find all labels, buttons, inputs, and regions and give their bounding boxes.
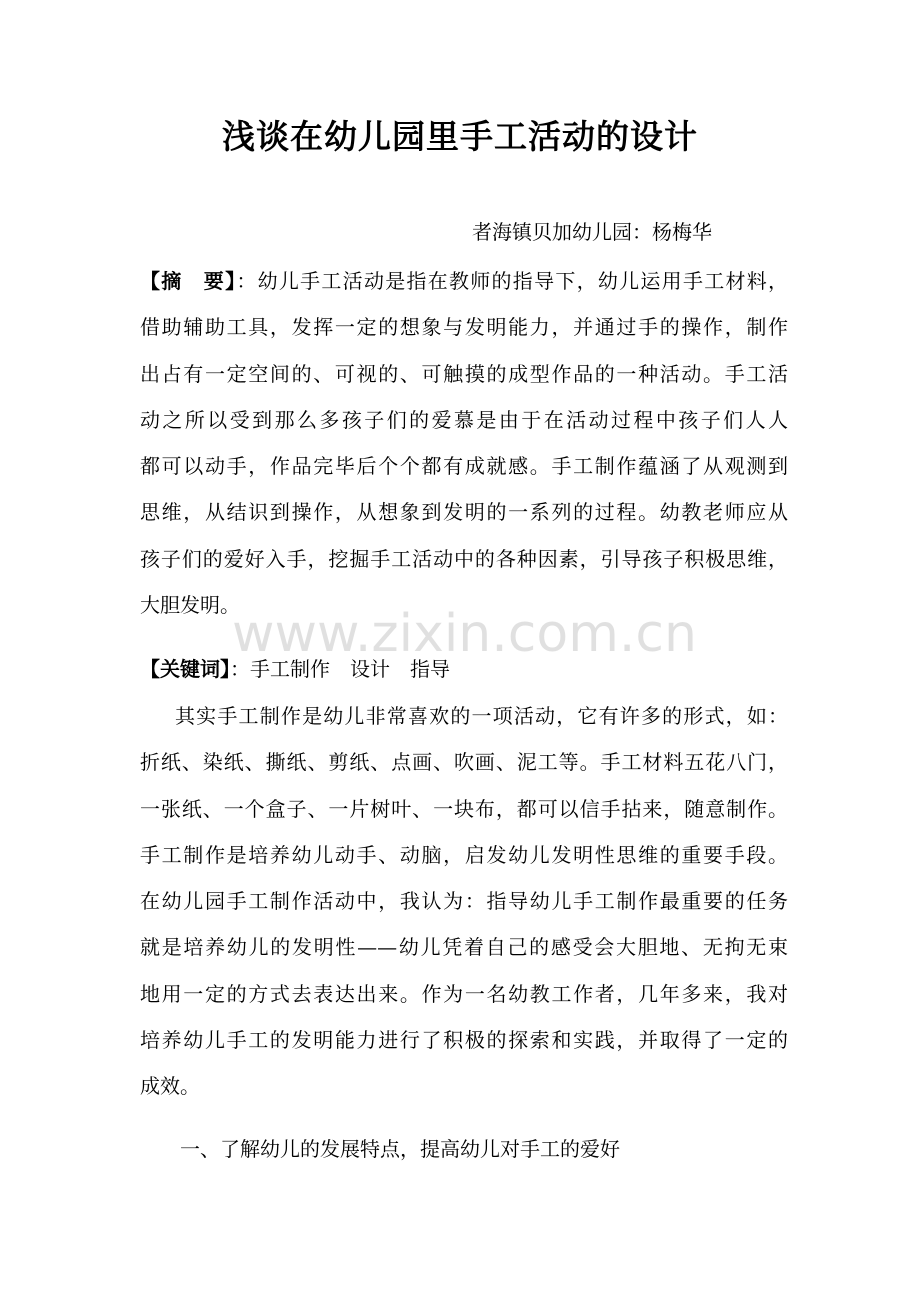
body-line: 折纸、染纸、撕纸、剪纸、点画、吹画、泥工等。手工材料五花八门， <box>140 750 788 775</box>
keywords-text: ：手工制作 设计 指导 <box>230 657 450 681</box>
section-heading: 一、了解幼儿的发展特点，提高幼儿对手工的爱好 <box>180 1137 620 1161</box>
abstract-line: 借助辅助工具，发挥一定的想象与发明能力，并通过手的操作，制作 <box>140 315 788 340</box>
abstract-line: 动之所以受到那么多孩子们的爱慕是由于在活动过程中孩子们人人 <box>140 407 788 432</box>
keywords-line <box>140 655 450 683</box>
document-title: 浅谈在幼儿园里手工活动的设计 <box>222 117 698 156</box>
abstract-line: 思维，从结识到操作，从想象到发明的一系列的过程。幼教老师应从 <box>140 500 788 525</box>
body-line: 就是培养幼儿的发明性——幼儿凭着自己的感受会大胆地、无拘无束 <box>140 935 788 960</box>
watermark: www.zixin.com.cn <box>232 604 697 664</box>
abstract-text: ：幼儿手工活动是指在教师的指导下，幼儿运用手工材料， <box>236 269 789 293</box>
abstract-section <box>140 267 788 637</box>
abstract-line: 都可以动手，作品完毕后个个都有成就感。手工制作蕴涵了从观测到 <box>140 454 788 479</box>
body-line: 成效。 <box>140 1074 200 1099</box>
abstract-line: 孩子们的爱好入手，挖掘手工活动中的各种因素，引导孩子积极思维， <box>140 546 788 571</box>
abstract-label: 【摘 要】 <box>140 269 237 293</box>
body-line: 地用一定的方式去表达出来。作为一名幼教工作者，几年多来，我对 <box>140 981 788 1006</box>
body-line: 其实手工制作是幼儿非常喜欢的一项活动，它有许多的形式，如： <box>175 704 788 728</box>
abstract-line: 大胆发明。 <box>140 593 240 618</box>
body-line: 培养幼儿手工的发明能力进行了积极的探索和实践，并取得了一定的 <box>140 1028 788 1053</box>
abstract-line: 出占有一定空间的、可视的、可触摸的成型作品的一种活动。手工活 <box>140 361 788 386</box>
abstract-line <box>140 267 788 313</box>
body-line: 一张纸、一个盒子、一片树叶、一块布，都可以信手拈来，随意制作。 <box>140 796 788 821</box>
body-line: 在幼儿园手工制作活动中，我认为：指导幼儿手工制作最重要的任务 <box>140 889 788 914</box>
body-paragraph <box>140 702 788 1119</box>
body-line: 手工制作是培养幼儿动手、动脑，启发幼儿发明性思维的重要手段。 <box>140 842 788 867</box>
author-line: 者海镇贝加幼儿园：杨梅华 <box>472 220 712 244</box>
keywords-label: 【关键词】 <box>140 657 230 681</box>
